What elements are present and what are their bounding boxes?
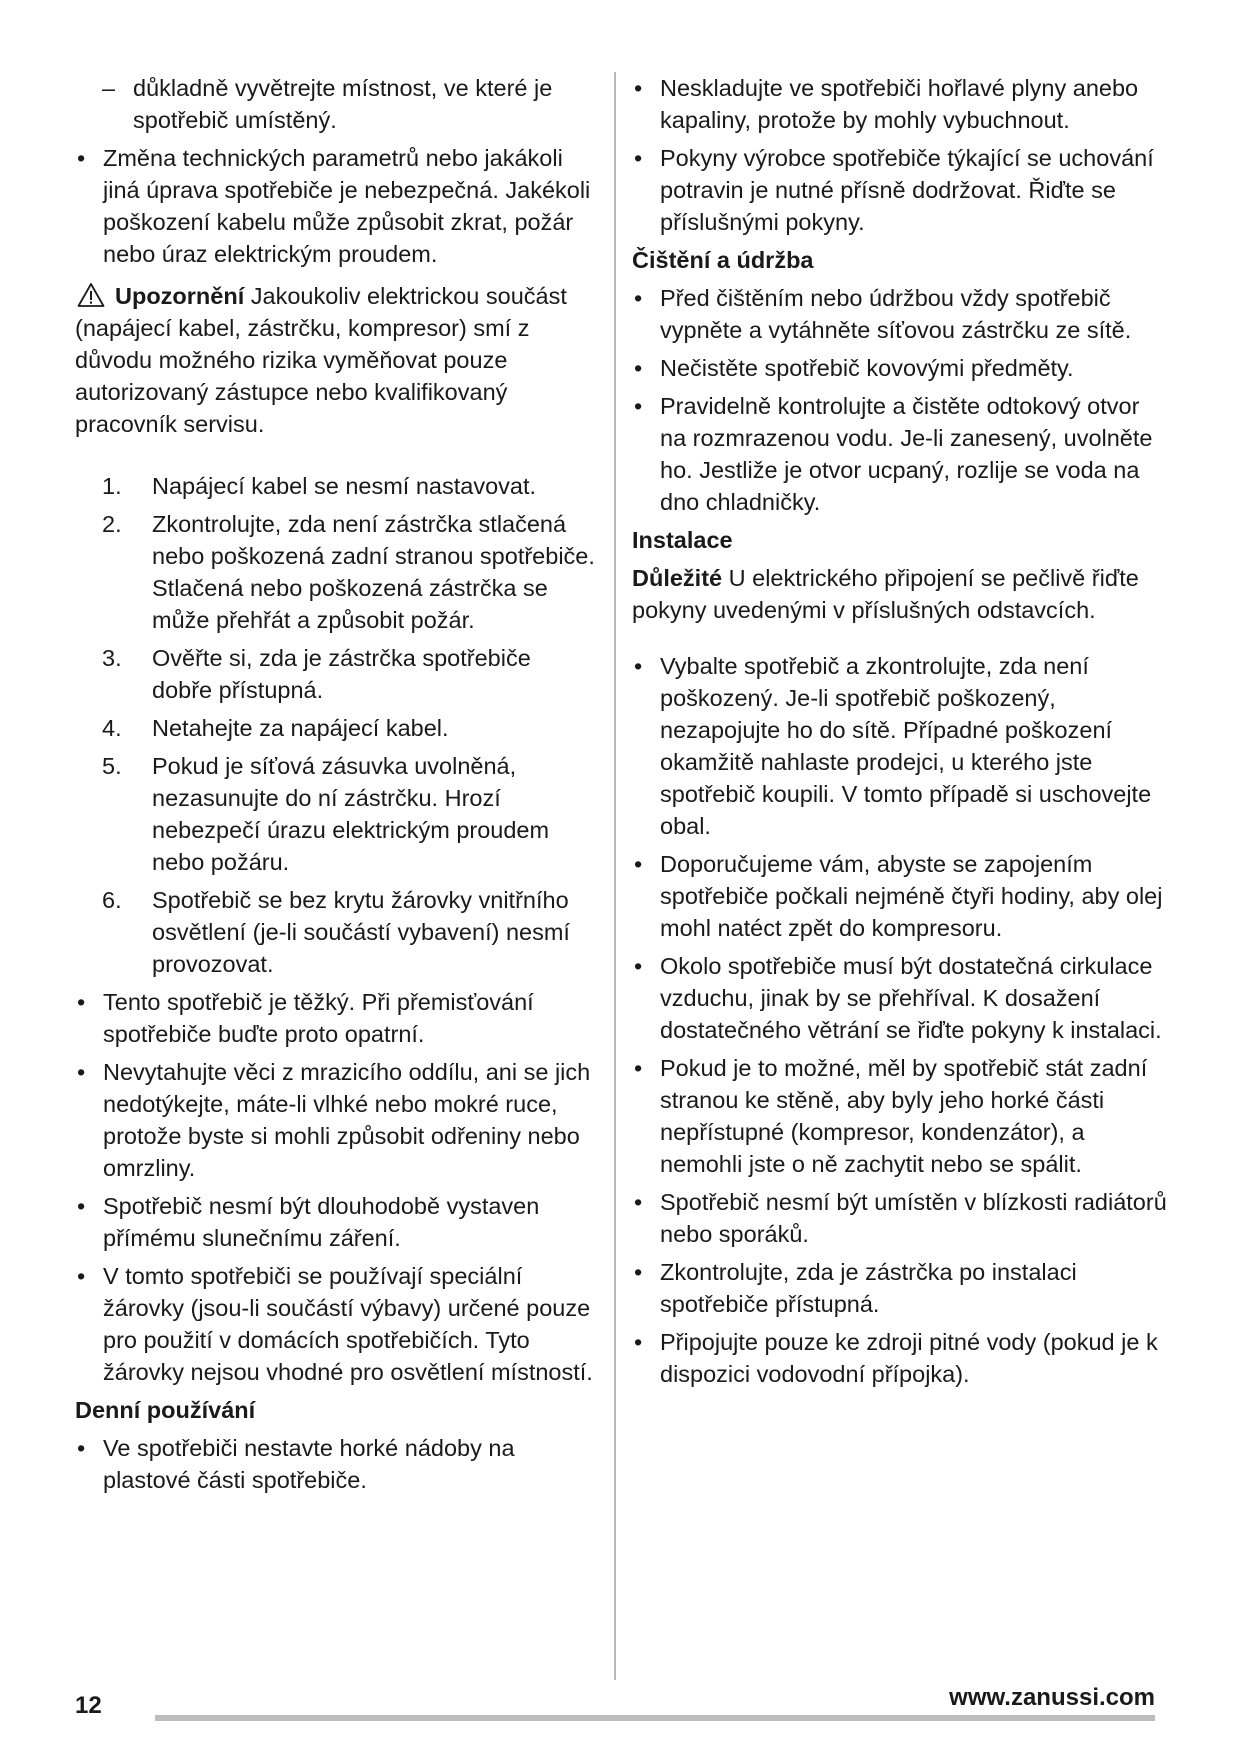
bullet-item bbox=[632, 1256, 1167, 1320]
bullet-marker: • bbox=[634, 145, 643, 171]
item-number: 1. bbox=[102, 473, 122, 499]
bullet-item bbox=[632, 352, 1167, 384]
item-text: Zkontrolujte, zda není zástrčka stlačená nebo poškozená zadní stranou spotřebiče. Stlačená nebo poškozená zástrčka se může přehřát a způsobit požár. bbox=[152, 511, 595, 633]
bullet-item bbox=[632, 650, 1167, 842]
warning-text: Jakoukoliv elektrickou součást (napájecí kabel, zástrčku, kompresor) smí z důvodu možného rizika vyměňovat pouze autorizovaný zástupce nebo kvalifikovaný pracovník servisu. bbox=[75, 283, 567, 437]
bullet-text: V tomto spotřebiči se používají speciální žárovky (jsou-li součástí výbavy) určené pouze pro použití v domácích spotřebičích. Tyto žárovky nejsou vhodné pro osvětlení místností. bbox=[103, 1263, 593, 1385]
right-column bbox=[632, 72, 1167, 1396]
bullet-item bbox=[75, 1056, 595, 1184]
bullet-text: Neskladujte ve spotřebiči hořlavé plyny anebo kapaliny, protože by mohly vybuchnout. bbox=[660, 75, 1139, 133]
bullet-marker: • bbox=[77, 145, 86, 171]
bullet-item bbox=[632, 950, 1167, 1046]
bullet-item bbox=[75, 1260, 595, 1388]
bullet-marker: • bbox=[77, 1263, 86, 1289]
column-divider bbox=[614, 72, 616, 1680]
bullet-marker: • bbox=[634, 285, 643, 311]
section-heading-cleaning: Čištění a údržba bbox=[632, 247, 814, 273]
bullet-text: Spotřebič nesmí být dlouhodobě vystaven přímému slunečnímu záření. bbox=[103, 1193, 540, 1251]
bullet-text: Ve spotřebiči nestavte horké nádoby na plastové části spotřebiče. bbox=[103, 1435, 515, 1493]
bullet-item bbox=[632, 1326, 1167, 1390]
bullet-text: Nečistěte spotřebič kovovými předměty. bbox=[660, 355, 1074, 381]
page-number: 12 bbox=[75, 1692, 102, 1719]
numbered-item bbox=[75, 750, 595, 878]
bullet-marker: • bbox=[634, 75, 643, 101]
bullet-text: Vybalte spotřebič a zkontrolujte, zda není poškozený. Je-li spotřebič poškozený, nezapojujte ho do sítě. Případné poškození okamžitě nahlaste prodejci, u kterého jste spotřebič koupili. V tomto případě si uschovejte obal. bbox=[660, 653, 1152, 839]
warning-block bbox=[75, 280, 595, 440]
bullet-text: Změna technických parametrů nebo jakákoli jiná úprava spotřebiče je nebezpečná. Jakékoli poškození kabelu může způsobit zkrat, požár nebo úraz elektrickým proudem. bbox=[103, 145, 591, 267]
item-number: 6. bbox=[102, 887, 122, 913]
footer-website-link[interactable]: www.zanussi.com bbox=[949, 1684, 1155, 1711]
item-text: Netahejte za napájecí kabel. bbox=[152, 715, 449, 741]
warning-triangle-icon bbox=[77, 282, 105, 308]
bullet-text: Doporučujeme vám, abyste se zapojením spotřebiče počkali nejméně čtyři hodiny, aby olej mohl natéct zpět do kompresoru. bbox=[660, 851, 1163, 941]
bullet-item bbox=[632, 1186, 1167, 1250]
bullet-marker: • bbox=[77, 1193, 86, 1219]
bullet-text: Před čištěním nebo údržbou vždy spotřebič vypněte a vytáhněte síťovou zástrčku ze sítě. bbox=[660, 285, 1132, 343]
bullet-item bbox=[75, 1190, 595, 1254]
bullet-marker: • bbox=[77, 989, 86, 1015]
bullet-marker: • bbox=[634, 355, 643, 381]
bullet-text: Pokud je to možné, měl by spotřebič stát zadní stranou ke stěně, aby byly jeho horké části nepřístupné (kompresor, kondenzátor), a nemohli jste o ně zachytit nebo se spálit. bbox=[660, 1055, 1148, 1177]
item-number: 3. bbox=[102, 645, 122, 671]
bullet-text: Pravidelně kontrolujte a čistěte odtokový otvor na rozmrazenou vodu. Je-li zanesený, uvolněte ho. Jestliže je otvor ucpaný, rozlije se voda na dno chladničky. bbox=[660, 393, 1153, 515]
bullet-marker: • bbox=[634, 1329, 643, 1355]
item-text: Ověřte si, zda je zástrčka spotřebiče dobře přístupná. bbox=[152, 645, 531, 703]
warning-label: Upozornění bbox=[115, 283, 245, 309]
item-text: Napájecí kabel se nesmí nastavovat. bbox=[152, 473, 537, 499]
item-text: Pokud je síťová zásuvka uvolněná, nezasunujte do ní zástrčku. Hrozí nebezpečí úrazu elektrickým proudem nebo požáru. bbox=[152, 753, 550, 875]
bullet-item bbox=[632, 282, 1167, 346]
numbered-list bbox=[75, 470, 595, 980]
bullet-marker: • bbox=[634, 851, 643, 877]
numbered-item bbox=[75, 642, 595, 706]
dash-marker: – bbox=[102, 75, 116, 101]
important-note bbox=[632, 562, 1167, 626]
bullet-text: Připojujte pouze ke zdroji pitné vody (pokud je k dispozici vodovodní přípojka). bbox=[660, 1329, 1158, 1387]
bullet-marker: • bbox=[634, 953, 643, 979]
item-number: 4. bbox=[102, 715, 122, 741]
section-heading-daily-use: Denní používání bbox=[75, 1397, 256, 1423]
bullet-item bbox=[632, 1052, 1167, 1180]
left-column bbox=[75, 72, 595, 1502]
bullet-text: Okolo spotřebiče musí být dostatečná cirkulace vzduchu, jinak by se přehříval. K dosažení dostatečného větrání se řiďte pokyny k instalaci. bbox=[660, 953, 1162, 1043]
section-heading-installation: Instalace bbox=[632, 527, 733, 553]
bullet-item bbox=[75, 986, 595, 1050]
bullet-marker: • bbox=[634, 653, 643, 679]
bullet-marker: • bbox=[634, 1189, 643, 1215]
bullet-text: Spotřebič nesmí být umístěn v blízkosti radiátorů nebo sporáků. bbox=[660, 1189, 1167, 1247]
numbered-item bbox=[75, 508, 595, 636]
bullet-item bbox=[632, 390, 1167, 518]
bullet-item bbox=[632, 142, 1167, 238]
item-number: 2. bbox=[102, 511, 122, 537]
important-label: Důležité bbox=[632, 565, 723, 591]
dash-item bbox=[75, 72, 595, 136]
bullet-marker: • bbox=[634, 393, 643, 419]
bullet-item bbox=[75, 1432, 595, 1496]
bullet-text: Zkontrolujte, zda je zástrčka po instalaci spotřebiče přístupná. bbox=[660, 1259, 1077, 1317]
bullet-marker: • bbox=[634, 1259, 643, 1285]
important-text: U elektrického připojení se pečlivě řiďte pokyny uvedenými v příslušných odstavcích. bbox=[632, 565, 1139, 623]
bullet-item bbox=[632, 848, 1167, 944]
footer-rule bbox=[155, 1715, 1155, 1721]
numbered-item bbox=[75, 884, 595, 980]
numbered-item bbox=[75, 712, 595, 744]
dash-text: důkladně vyvětrejte místnost, ve které je spotřebič umístěný. bbox=[133, 75, 553, 133]
item-number: 5. bbox=[102, 753, 122, 779]
bullet-text: Nevytahujte věci z mrazicího oddílu, ani se jich nedotýkejte, máte-li vlhké nebo mokré ruce, protože byste si mohli způsobit odřeniny nebo omrzliny. bbox=[103, 1059, 591, 1181]
bullet-marker: • bbox=[77, 1059, 86, 1085]
bullet-marker: • bbox=[77, 1435, 86, 1461]
bullet-item bbox=[632, 72, 1167, 136]
bullet-item bbox=[75, 142, 595, 270]
bullet-text: Tento spotřebič je těžký. Při přemisťování spotřebiče buďte proto opatrní. bbox=[103, 989, 534, 1047]
bullet-marker: • bbox=[634, 1055, 643, 1081]
item-text: Spotřebič se bez krytu žárovky vnitřního osvětlení (je-li součástí vybavení) nesmí provozovat. bbox=[152, 887, 570, 977]
bullet-text: Pokyny výrobce spotřebiče týkající se uchování potravin je nutné přísně dodržovat. Řiďte se příslušnými pokyny. bbox=[660, 145, 1154, 235]
numbered-item bbox=[75, 470, 595, 502]
